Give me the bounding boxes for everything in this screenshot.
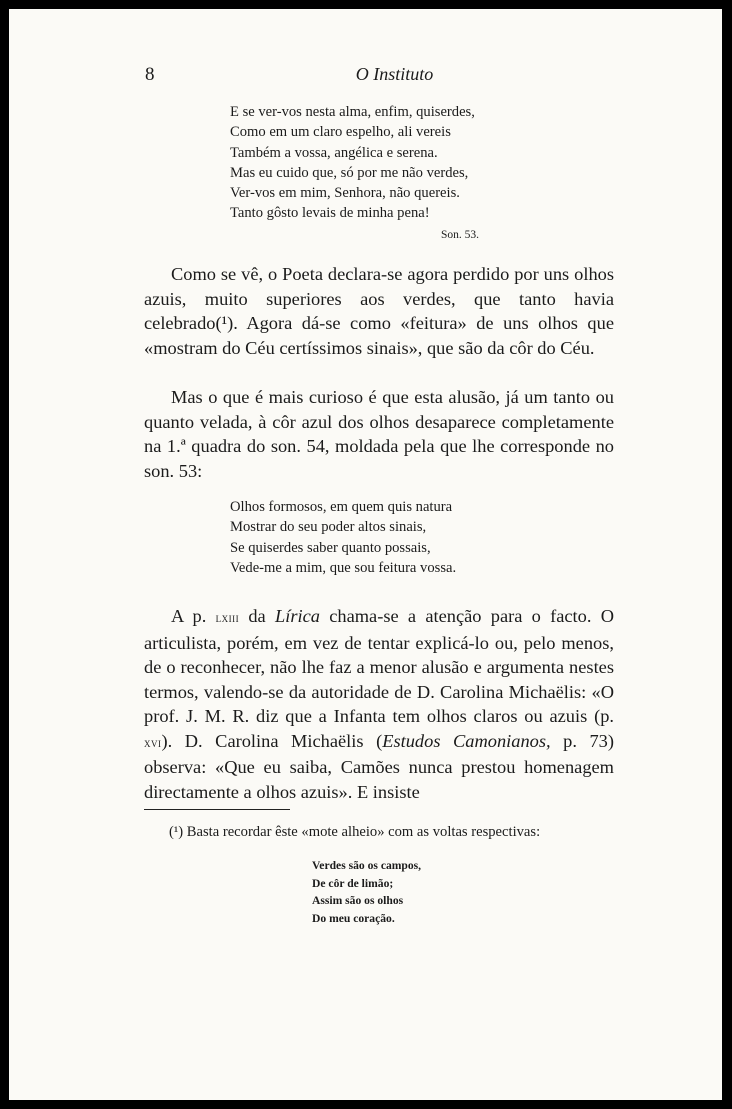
verse-line: Tanto gôsto levais de minha pena! — [230, 205, 430, 222]
footnote — [169, 824, 540, 841]
paragraph-text: . Agora dá-se como «feitura» de uns olhos que «mostram do Céu certíssimos sinais», que são da côr do Céu. — [144, 313, 614, 358]
running-title: O Instituto — [355, 64, 434, 84]
roman-page-number: xvi — [144, 734, 162, 750]
verse-line: Mostrar do seu poder altos sinais, — [230, 519, 427, 536]
quatrain-quote — [230, 497, 456, 578]
page-header — [9, 64, 722, 88]
paragraph-1 — [144, 262, 614, 360]
paragraph-2 — [144, 385, 614, 483]
footnote-divider — [144, 809, 290, 810]
paragraph-text: A p. — [171, 606, 216, 626]
book-page — [9, 9, 722, 1100]
footnote-marker[interactable]: (¹) — [215, 313, 234, 333]
paragraph-text: ). D. Carolina Michaëlis ( — [161, 730, 383, 751]
paragraph-text: Mas o que é mais curioso é que esta alusão, já um tanto ou quanto velada, à côr azul dos olhos desaparece completamente na 1.ª quadra do son. 54, moldada pela que lhe corresponde no son. 53: — [144, 387, 614, 481]
verse-line: Olhos formosos, em quem quis natura — [230, 499, 453, 515]
page-number: 8 — [145, 64, 155, 85]
verse-line: Também a vossa, angélica e serena. — [230, 144, 438, 161]
verse-line: Do meu coração. — [312, 911, 395, 925]
verse-line: Verdes são os campos, — [312, 859, 422, 872]
work-title: Estudos Camonianos, — [382, 730, 551, 751]
paragraph-text: Como se vê, o Poeta declara-se agora perdido por uns olhos azuis, muito superiores aos verdes, que tanto havia celebrado — [144, 264, 614, 333]
verse-line: Mas eu cuido que, só por me não verdes, — [230, 164, 469, 181]
paragraph-text: p. 73) observa: «Que eu saiba, Camões nunca prestou homenagem directamente a olhos azuis». E insiste — [144, 730, 614, 802]
paragraph-3 — [144, 604, 614, 804]
paragraph-text: da — [239, 606, 275, 626]
verse-line: De côr de limão; — [312, 876, 394, 890]
paragraph-text: chama-se a atenção para o facto. O articulista, porém, em vez de tentar explicá-lo ou, pelo menos, de o reconhecer, não lhe faz a menor alusão e argumenta nestes termos, valendo-se da autoridade de D. Carolina Michaëlis: «O prof. J. M. R. diz que a Infanta tem olhos claros ou azuis (p. — [144, 606, 614, 726]
sonnet-quote — [230, 102, 475, 224]
roman-page-number: lxiii — [215, 610, 240, 625]
footnote-mark: (¹) — [169, 824, 184, 840]
verse-line: Se quiserdes saber quanto possais, — [230, 539, 431, 556]
verse-line: Assim são os olhos — [312, 894, 404, 907]
verse-line: Vede-me a mim, que sou feitura vossa. — [230, 559, 457, 576]
verse-line: Como em um claro espelho, ali vereis — [230, 124, 451, 141]
footnote-verse — [312, 857, 421, 927]
work-title: Lírica — [274, 606, 320, 626]
sonnet-reference: Son. 53. — [441, 229, 480, 241]
verse-line: Ver-vos em mim, Senhora, não quereis. — [230, 185, 460, 202]
verse-line: E se ver-vos nesta alma, enfim, quiserdes, — [230, 104, 475, 120]
footnote-text: Basta recordar êste «mote alheio» com as voltas respectivas: — [186, 824, 541, 840]
